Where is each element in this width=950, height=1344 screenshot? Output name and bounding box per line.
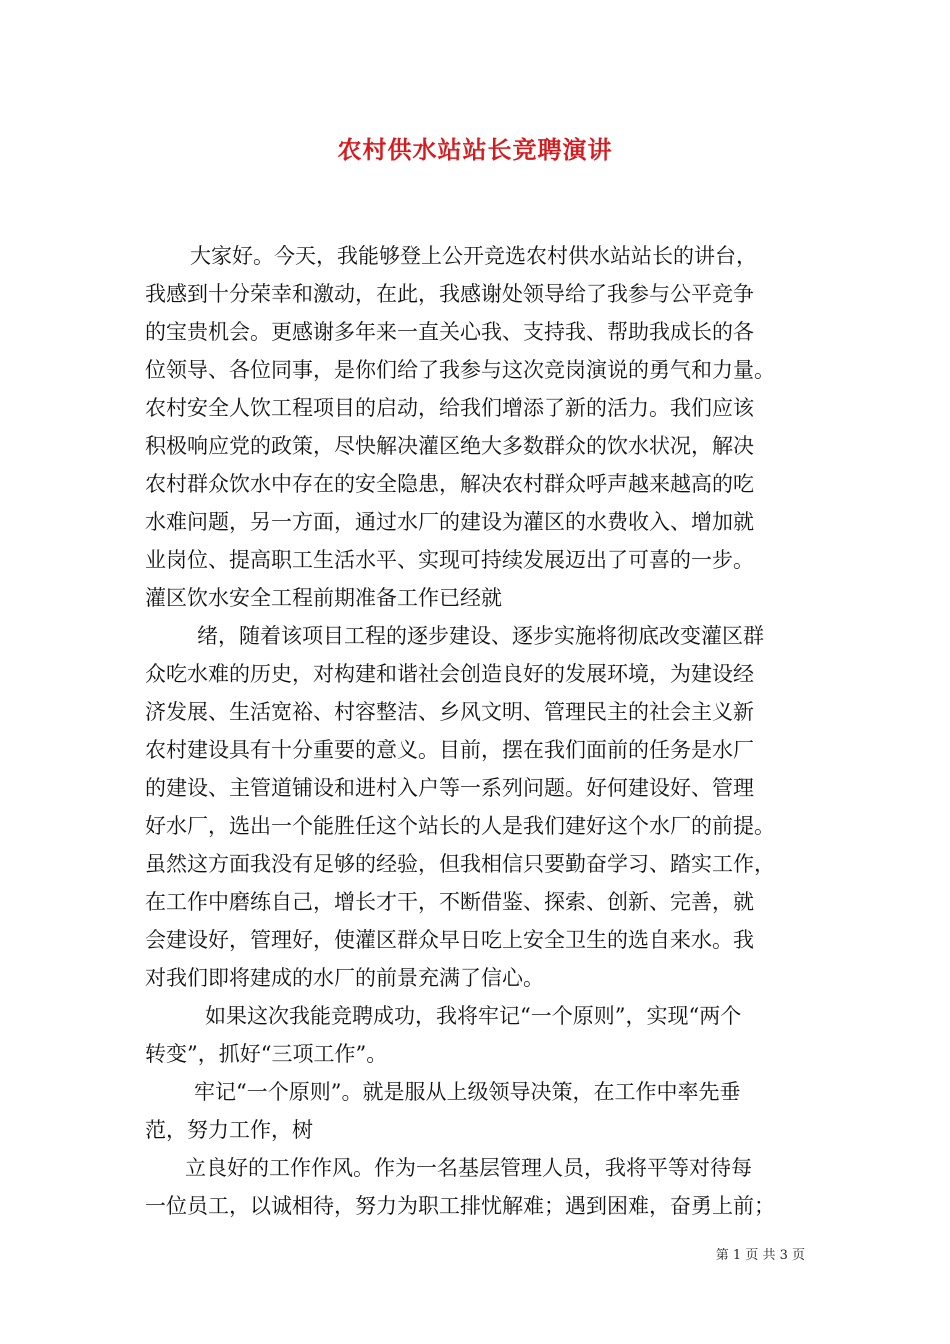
body-line: 如果这次我能竞聘成功，我将牢记“一个原则”，实现“两个 (205, 1004, 742, 1028)
body-line: 一位员工，以诚相待，努力为职工排忧解难；遇到困难，奋勇上前； (145, 1194, 775, 1218)
body-line: 农村群众饮水中存在的安全隐患，解决农村群众呼声越来越高的吃 (145, 472, 754, 496)
body-line: 农村安全人饮工程项目的启动，给我们增添了新的活力。我们应该 (145, 396, 754, 420)
body-line: 转变”，抓好“三项工作”。 (145, 1042, 388, 1066)
body-line: 灌区饮水安全工程前期准备工作已经就 (145, 586, 502, 610)
body-line: 绪，随着该项目工程的逐步建设、逐步实施将彻底改变灌区群 (197, 624, 764, 648)
body-line: 范，努力工作，树 (145, 1118, 313, 1142)
body-line: 对我们即将建成的水厂的前景充满了信心。 (145, 966, 544, 990)
body-line: 大家好。今天，我能够登上公开竞选农村供水站站长的讲台， (190, 244, 757, 268)
body-line: 在工作中磨练自己，增长才干，不断借鉴、探索、创新、完善，就 (145, 890, 754, 914)
document-body (145, 237, 810, 1225)
body-line: 济发展、生活宽裕、村容整洁、乡风文明、管理民主的社会主义新 (145, 700, 754, 724)
document-title: 农村供水站站长竞聘演讲 (337, 135, 613, 164)
body-line: 积极响应党的政策，尽快解决灌区绝大多数群众的饮水状况，解决 (145, 434, 754, 458)
body-line: 业岗位、提高职工生活水平、实现可持续发展迈出了可喜的一步。 (145, 548, 754, 572)
body-line: 我感到十分荣幸和激动，在此，我感谢处领导给了我参与公平竞争 (145, 282, 754, 306)
body-line: 农村建设具有十分重要的意义。目前，摆在我们面前的任务是水厂 (145, 738, 754, 762)
page-number-footer: 第 1 页 共 3 页 (715, 1248, 805, 1263)
body-line: 的宝贵机会。更感谢多年来一直关心我、支持我、帮助我成长的各 (145, 320, 754, 344)
body-line: 牢记“一个原则”。就是服从上级领导决策，在工作中率先垂 (194, 1080, 741, 1104)
body-line: 好水厂，选出一个能胜任这个站长的人是我们建好这个水厂的前提。 (145, 814, 775, 838)
body-line: 水难问题，另一方面，通过水厂的建设为灌区的水费收入、增加就 (145, 510, 754, 534)
body-line: 虽然这方面我没有足够的经验，但我相信只要勤奋学习、踏实工作， (145, 852, 775, 876)
body-line: 立良好的工作作风。作为一名基层管理人员，我将平等对待每 (185, 1156, 752, 1180)
body-line: 众吃水难的历史，对构建和谐社会创造良好的发展环境，为建设经 (145, 662, 754, 686)
body-line: 会建设好，管理好，使灌区群众早日吃上安全卫生的选自来水。我 (145, 928, 754, 952)
body-line: 的建设、主管道铺设和进村入户等一系列问题。好何建设好、管理 (145, 776, 754, 800)
body-line: 位领导、各位同事，是你们给了我参与这次竞岗演说的勇气和力量。 (145, 358, 775, 382)
